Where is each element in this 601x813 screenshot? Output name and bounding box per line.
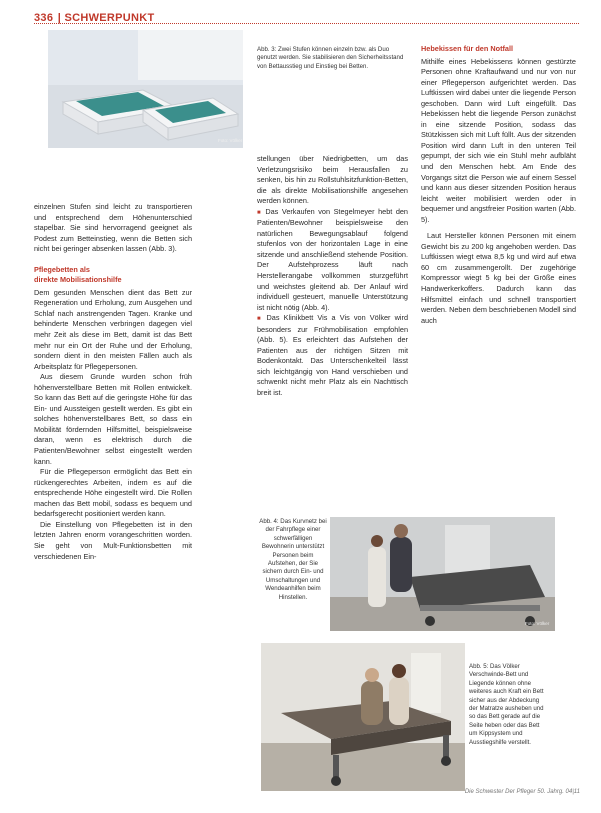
left-paragraph-1: Dem gesunden Menschen dient das Bett zur Regeneration und Erholung, zum Ausgehen und Schlaf nach anstrengenden Tagen. Kranke und behinderte Menschen verbringen dagegen viel mehr Zeit als diese im Bett, damit ist das Bett mehr nur ein Ort der Ruhe und der Erholung, sondern dient in den meisten Fällen auch als Arbeitsplatz für Pflegepersonen. (34, 287, 192, 371)
subheading-line2: direkte Mobilisationshilfe (34, 275, 122, 285)
section-title: SCHWERPUNKT (64, 12, 155, 24)
left-paragraph-4: Die Einstellung von Pflegebetten ist in den letzten Jahren enorm vorangeschritten worden. Sie geht von Mult-Funktionsbetten mit verschiedenen Ein- (34, 519, 192, 561)
page-header (34, 8, 574, 22)
subheading-pflegebetten (34, 265, 192, 286)
photo-hospital-bed (261, 643, 465, 791)
page-footer: Die Schwester Der Pfleger 50. Jahrg. 04|11 (464, 789, 580, 795)
photo-credit: Foto: Völker (218, 138, 243, 143)
middle-column (257, 154, 408, 399)
right-paragraph-1: Mithilfe eines Hebekissens können gestürzte Personen ohne Kraftaufwand und nur von nur einer Pflegeperson aufgerichtet werden. Das Luftkissen wird dabei unter die liegende Person geschoben. Dann wird Luft eingefüllt. Das Hebekissen hebt die liegende Person zunächst in eine sitzende Position, sodass das Stützkissen sich mit Luft füllt. Aus der sitzenden Position wird dann Luft in den unteren Teil gepumpt, der sich wie ein Stuhl mehr aufbläht und den Menschen hebt. Am Ende des Vorgangs sitzt die Person wie auf einem Sessel und kann aus dieser sitzenden Position heraus leicht weiter mobilisiert werden oder in bequemer und angstfreier Position warten (Abb. 5). (421, 56, 576, 224)
left-paragraph-3: Für die Pflegeperson ermöglicht das Bett ein rückengerechtes Arbeiten, indem es auf die entsprechende Höhe eingestellt wird. Die Rollen machen das Bett mobil, sodass es bequem und bedarfsgerecht positioniert werden kann. (34, 467, 192, 519)
header-rule (34, 23, 579, 24)
caption-abb3: Abb. 3: Zwei Stufen können einzeln bzw. als Duo genutzt werden. Sie stabilisieren den Sicherheitsstand von Bettausstieg und Einstieg bei Betten. (257, 46, 404, 70)
left-intro: einzelnen Stufen sind leicht zu transportieren und entsprechend dem Höhenunterschied stapelbar. Sie sind hervorragend geeignet als Podest zum Betteinstieg, wenn die Betten sich nicht bei geringer absenken lassen (Abb. 3). (34, 202, 192, 254)
subheading-line1: Pflegebetten als (34, 264, 90, 274)
middle-paragraph-1: stellungen über Niedrigbetten, um das Verletzungsrisiko beim Herausfallen zu senken, bis hin zu Rollstuhlsitzfunktion-Betten, die als direkte Mobilisationshilfe angesehen werden können. (257, 154, 408, 206)
right-paragraph-2: Laut Hersteller können Personen mit einem Gewicht bis zu 200 kg angehoben werden. Das Luftkissen wiegt etwa 8,5 kg und wird auf etwa 60 cm zusammengerollt. Der zugehörige Kompressor wiegt 5 kg bei der Größe eines Handwerkerkoffers. Dadurch kann das Hilfsmittel einfach und schnell transportiert werden. Neben dem beschriebenen Modell sind auch (421, 231, 576, 325)
hospital-bed-image (261, 643, 465, 791)
page-number: 336 (34, 12, 54, 24)
photo-step-stools (48, 30, 243, 148)
standing-bed-image (330, 517, 555, 631)
photo-standing-bed (330, 517, 555, 631)
middle-paragraph-2: ■ Das Verkaufen von Stegelmeyer hebt den Patienten/Bewohner beispielsweise den natürlichen Bewegungsablauf folgend stufenlos von der horizontalen Lage in eine sitzende und anschließend stehende Position. Der Aufstehprozess läuft nach Herstellerangabe vollkommen sturzgeführt und weichstes gleitend ab. Der Anlauf wird individuell gesteuert, manuelle Unterstützung ist nicht nötig (Abb. 4). (257, 207, 408, 313)
subheading-hebekissen: Hebekissen für den Notfall (421, 44, 514, 53)
left-column (34, 202, 192, 562)
photo-credit: Foto: Völker (525, 621, 550, 626)
header-separator: | (57, 12, 65, 24)
caption-abb5: Abb. 5: Das Völker Verschwinde-Bett und Liegende können ohne weiteres auch Kraft ein Bett sicher aus der Abdeckung der Matratze ausheben und so das Bett gerade auf die Seite heben oder das Bett um Kippsystem und Ausstiegshilfe verstellt. (469, 663, 544, 746)
step-stools-image (48, 30, 243, 148)
caption-abb4: Abb. 4: Das Kurvnetz bei der Fahrpflege einer schwerfälligen Bewohnerin unterstützt Personen beim Aufstehen, der Sie sichern durch Ein- und Umschaltungen und Wendeanhilfen beim Hinstellen. (259, 518, 327, 601)
middle-paragraph-3: ■ Das Klinikbett Vis a Vis von Völker wird besonders zur Frühmobilisation empfohlen (Abb. 5). Es erleichtert das Aufstehen der Patienten aus der richtigen Sitzen mit Bodenkontakt. Das Unterschenkelteil lässt sich leichtgängig von Hand verschieben und schwenkt nicht mehr Platz als ein Nachttisch breit ist. (257, 313, 408, 398)
left-paragraph-2: Aus diesem Grunde wurden schon früh höhenverstellbare Betten mit Rollen entwickelt. So kann das Bett auf die geringste Höhe für das Ein- und Aussteigen gestellt werden. Es gibt ein solches höhenverstellbares Bett, so dass ein Mobilität fördernden Hilfsmittel, beispielsweise daran, wenn es elektrisch durch die Patienten/Bewohner selbst eingestellt werden kann. (34, 372, 192, 466)
right-column (421, 44, 576, 326)
